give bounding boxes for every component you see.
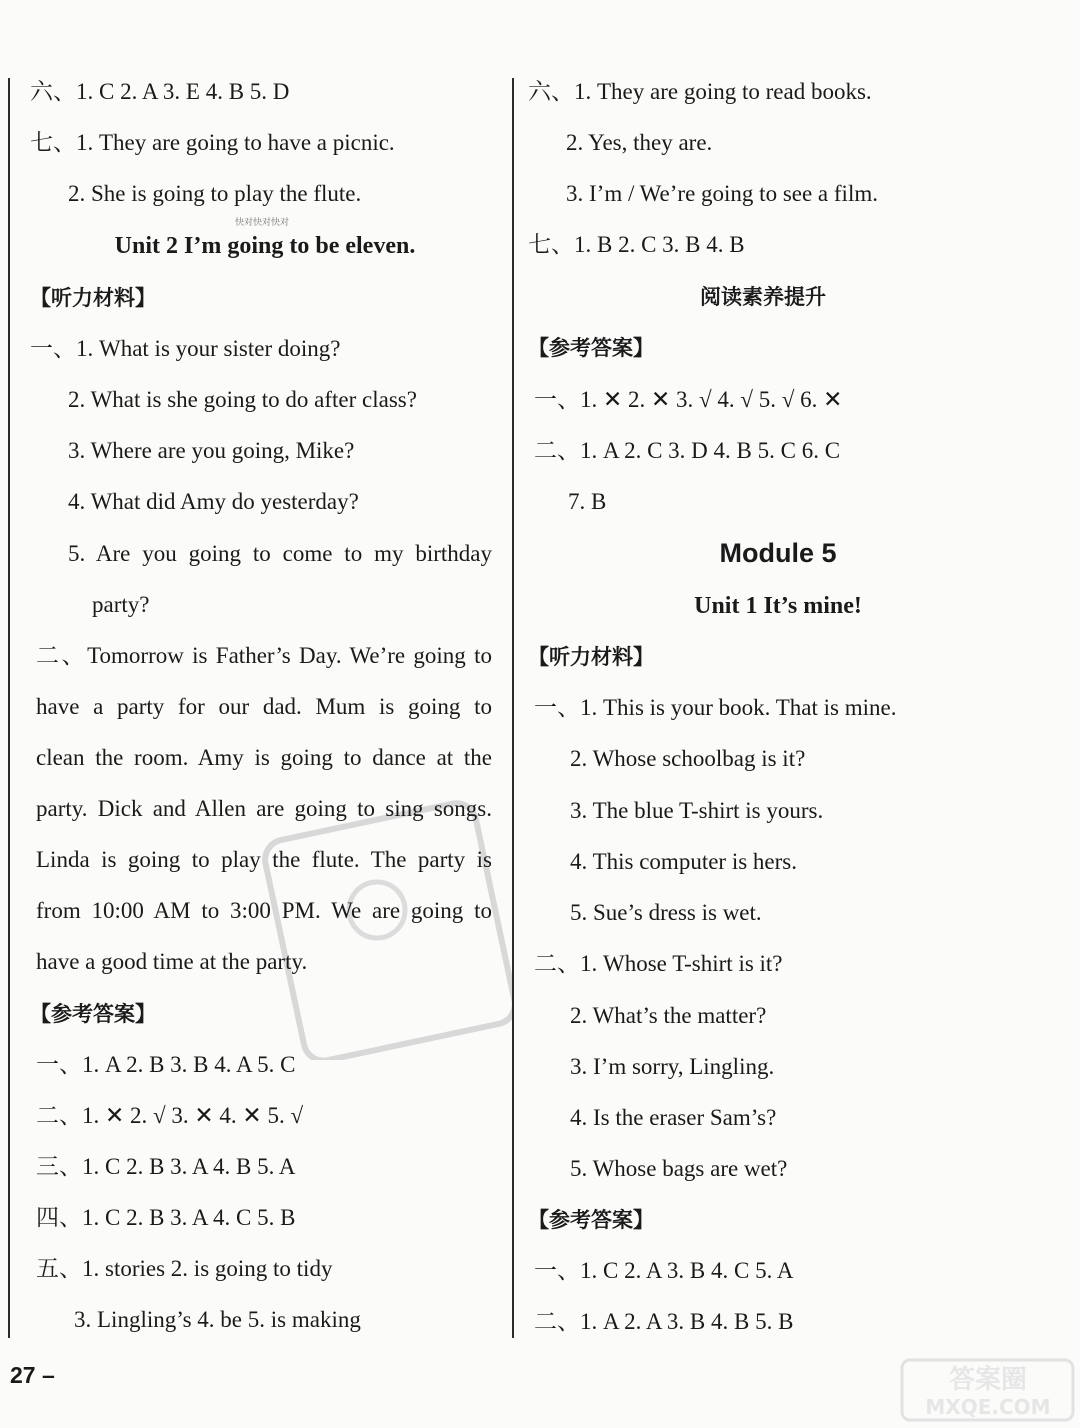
answer-line: 三、1. C 2. B 3. A 4. B 5. A	[36, 1154, 296, 1179]
listening-item: 5. Whose bags are wet?	[570, 1156, 788, 1181]
listening-item: 4. Is the eraser Sam’s?	[570, 1105, 777, 1130]
unit-title: Unit 1 It’s mine!	[694, 593, 862, 619]
q7-answers: 七、1. B 2. C 3. B 4. B	[528, 232, 745, 257]
listening-item: 5. Sue’s dress is wet.	[570, 900, 762, 925]
listening-item: 二、1. Whose T-shirt is it?	[534, 951, 783, 976]
watermark-stamp-text: 快对快对快对	[235, 218, 290, 228]
answer-line: 一、1. C 2. A 3. B 4. C 5. A	[534, 1258, 794, 1283]
reading-answer: 一、1. ✕ 2. ✕ 3. √ 4. √ 5. √ 6. ✕	[534, 387, 843, 412]
answer-line: 二、1. A 2. A 3. B 4. B 5. B	[534, 1309, 794, 1334]
listening-item: 2. Whose schoolbag is it?	[570, 746, 806, 771]
listening-item: 2. What’s the matter?	[570, 1003, 767, 1028]
listening-item: party?	[92, 592, 150, 617]
unit-title: Unit 2 I’m going to be eleven.	[114, 233, 416, 259]
listening-item: 5. Are you going to come to my birthday	[68, 541, 492, 566]
q7-line-1: 七、1. They are going to have a picnic.	[30, 130, 395, 155]
listening-item: 一、1. This is your book. That is mine.	[534, 695, 897, 720]
passage-line: from 10:00 AM to 3:00 PM. We are going to	[36, 898, 492, 923]
answer-line: 二、1. ✕ 2. √ 3. ✕ 4. ✕ 5. √	[36, 1103, 304, 1128]
svg-text:答案圈: 答案圈	[948, 1365, 1028, 1395]
listening-item: 3. Where are you going, Mike?	[68, 438, 355, 463]
reading-answer: 7. B	[568, 489, 607, 514]
listening-header: 【听力材料】	[30, 286, 156, 310]
answer-line: 四、1. C 2. B 3. A 4. C 5. B	[36, 1205, 296, 1230]
passage-line: clean the room. Amy is going to dance at the	[36, 745, 492, 770]
module-title: Module 5	[719, 538, 837, 568]
listening-item: 3. The blue T-shirt is yours.	[570, 798, 824, 823]
answers-header: 【参考答案】	[30, 1002, 156, 1026]
q6-item: 3. I’m / We’re going to see a film.	[566, 181, 878, 206]
q7-line-2: 2. She is going to play the flute.	[68, 181, 362, 206]
watermark-logo	[900, 1358, 1075, 1422]
listening-item: 2. What is she going to do after class?	[68, 387, 417, 412]
listening-item: 4. This computer is hers.	[570, 849, 797, 874]
q6-item: 六、1. They are going to read books.	[528, 79, 872, 104]
q6-item: 2. Yes, they are.	[566, 130, 713, 155]
answer-line: 五、1. stories 2. is going to tidy	[36, 1256, 333, 1281]
page-number: 27 –	[10, 1362, 55, 1388]
passage-line: have a good time at the party.	[36, 949, 308, 974]
answer-line: 3. Lingling’s 4. be 5. is making	[74, 1307, 361, 1332]
left-margin-rule	[8, 78, 10, 1338]
reading-title: 阅读素养提升	[700, 285, 826, 309]
passage-line: 二、Tomorrow is Father’s Day. We’re going to	[36, 643, 492, 668]
column-divider	[512, 78, 514, 1338]
reading-answers-header: 【参考答案】	[528, 336, 654, 360]
passage-line: have a party for our dad. Mum is going to	[36, 694, 492, 719]
listening-header: 【听力材料】	[528, 645, 654, 669]
answer-line: 一、1. A 2. B 3. B 4. A 5. C	[36, 1052, 296, 1077]
listening-item: 一、1. What is your sister doing?	[30, 336, 341, 361]
reading-answer: 二、1. A 2. C 3. D 4. B 5. C 6. C	[534, 438, 841, 463]
answers-header: 【参考答案】	[528, 1208, 654, 1232]
listening-item: 4. What did Amy do yesterday?	[68, 489, 359, 514]
q6-answers: 六、1. C 2. A 3. E 4. B 5. D	[30, 79, 290, 104]
listening-item: 3. I’m sorry, Lingling.	[570, 1054, 775, 1079]
watermark-stamp	[262, 800, 512, 1060]
svg-text:MXQE.COM: MXQE.COM	[925, 1395, 1051, 1419]
passage-line: party. Dick and Allen are going to sing songs.	[36, 796, 492, 821]
passage-line: Linda is going to play the flute. The party is	[36, 847, 492, 872]
